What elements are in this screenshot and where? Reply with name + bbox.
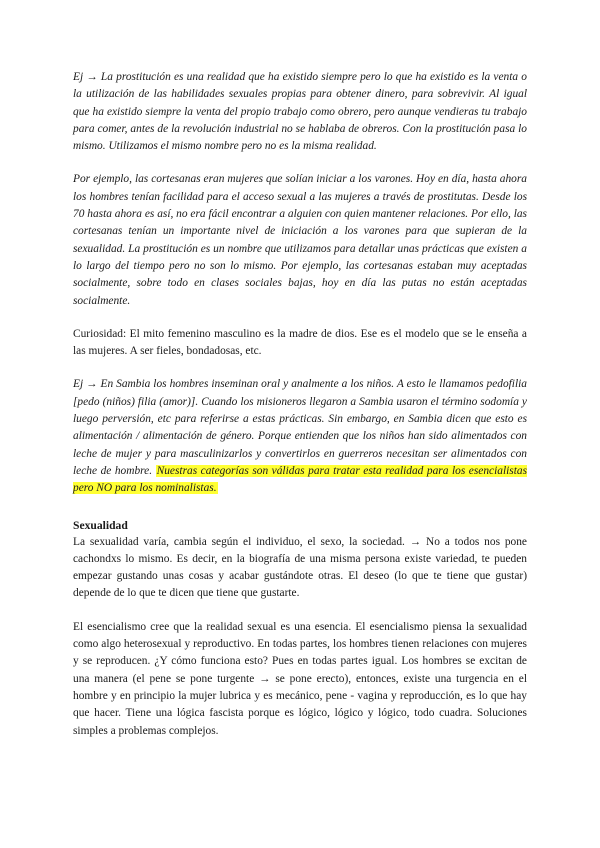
paragraph-essentialism: El esencialismo cree que la realidad sexual es una esencia. El esencialismo piensa la sexualidad como algo heterosexual y reproductivo. En todas partes, los hombres tienen relaciones con mujeres y se reproducen. ¿Y cómo funciona esto? Pues en todas partes igual. Los hombres se excitan de una manera (el pene se pone turgente → se pone erecto), entonces, existe una turgencia en el hombre y en principio la mujer lubrica y es mecánico, pene - vagina y reproducción, es lo que hay que hacer. Tiene una lógica fascista porque es lógico, lógico y lógico, todo cuadra. Soluciones simples a problemas complejos. <box>73 620 527 737</box>
paragraph-prostitution-example: Ej → La prostitución es una realidad que ha existido siempre pero lo que ha existido es la venta o la utilización de las habilidades sexuales propias para obtener dinero, para sobrevivir. Al igual que ha existido siempre la venta del propio trabajo como obrero, pero aunque vendieras tu trabajo para comer, antes de la revolución industrial no se hablaba de obreros. Con la prostitución pasa lo mismo. Utilizamos el mismo nombre pero no es la misma realidad. <box>73 71 527 153</box>
paragraph-courtesans: Por ejemplo, las cortesanas eran mujeres que solían iniciar a los varones. Hoy en día, hasta ahora los hombres tenían facilidad para el acceso sexual a las mujeres a través de prostitutas. Desde los 70 hasta ahora es así, no era fácil encontrar a alguien con quien mantener relaciones. Por ello, las cortesanas tenían un importante nivel de iniciación a los varones para que supieran de la sexualidad. La prostitución es un nombre que utilizamos para detallar unas prácticas que existen a lo largo del tiempo pero no son lo mismo. Por ejemplo, las cortesanas estaban muy aceptadas socialmente, sobre todo en clases sociales bajas, hoy en día las putas no están aceptadas socialmente. <box>73 173 527 307</box>
paragraph-sambia-example <box>73 376 527 497</box>
section-heading: Sexualidad <box>73 518 128 532</box>
paragraph-curiosity: Curiosidad: El mito femenino masculino es la madre de dios. Ese es el modelo que se le enseña a las mujeres. A ser fieles, bondadosas, etc. <box>73 327 527 358</box>
paragraph-sexuality: La sexualidad varía, cambia según el individuo, el sexo, la sociedad. → No a todos nos pone cachondxs lo mismo. Es decir, en la biografía de una misma persona existe variedad, te pueden empezar gustando unas cosas y acabar gustándote otras. El deseo (lo que te tiene que gustar) depende de lo que te dicen que tiene que gustarte. <box>73 535 527 600</box>
sambia-text: Ej → En Sambia los hombres inseminan oral y analmente a los niños. A esto le llamamos pedofilia [pedo (niños) filia (amor)]. Cuando los misioneros llegaron a Sambia usaron el término sodomía y luego perversión, etc para referirse a estas prácticas. Sin embargo, en Sambia dicen que esto es alimentación / alimentación de género. Porque entienden que los niños han sido alimentados con leche de mujer y para masculinizarlos y convertirlos en guerreros necesitan ser alimentados con leche de hombre. <box>73 378 527 477</box>
highlighted-text: Nuestras categorías son válidas para tratar esta realidad para los esencialistas pero NO para los nominalistas. <box>73 464 528 495</box>
